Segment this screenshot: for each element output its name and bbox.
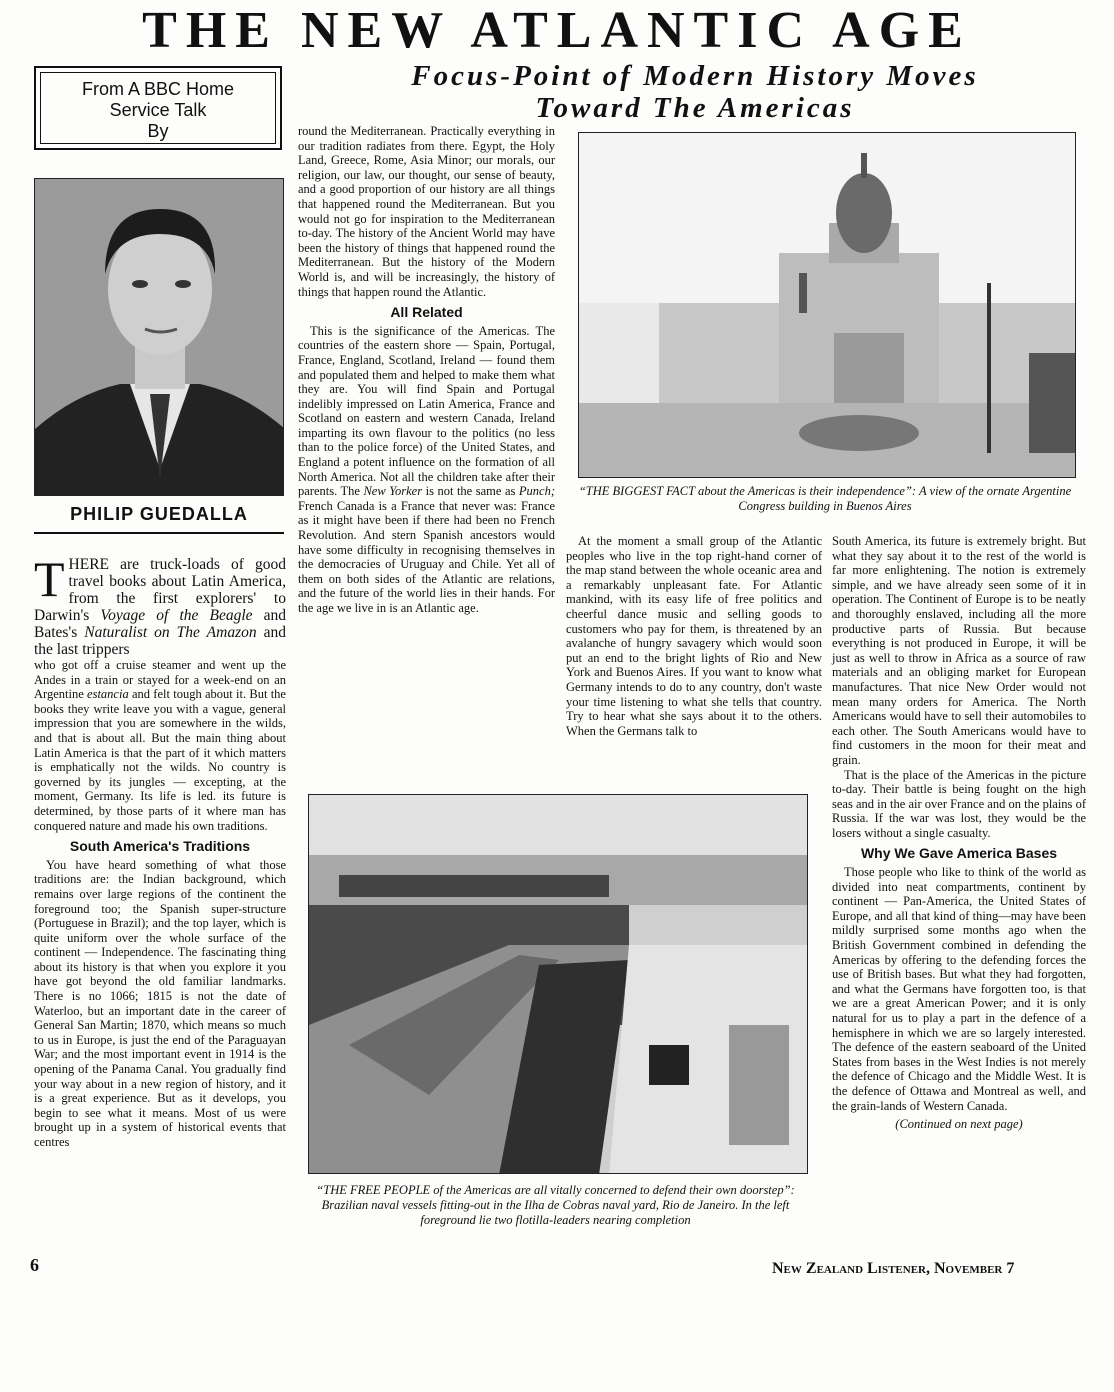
body-paragraph: That is the place of the Americas in the picture to-day. Their battle is being fought on the high seas and in the air over France and on the plains of Russia. If the war was lost, they would be the losers without a single casualty. [832, 767, 1086, 840]
page-number: 6 [30, 1255, 39, 1275]
column-3 [566, 534, 822, 738]
author-portrait [34, 178, 284, 496]
section-heading-related: All Related [390, 304, 463, 321]
bbc-box-line1: From A BBC Home [81, 79, 235, 99]
congress-illustration [579, 133, 1076, 478]
naval-caption: “THE FREE PEOPLE of the Americas are all vitally concerned to defend their own doorstep”: Brazilian naval vessels fitting-out in the Ilha de Cobras naval yard, Rio de Janeiro. In the left foreground lie two flotilla-leaders nearing completion [316, 1183, 795, 1227]
headline: THE NEW ATLANTIC AGE [142, 2, 972, 59]
body-paragraph: South America, its future is extremely bright. But what they say about it to the rest of the world is far more enlightening. The notion is extremely simple, and we have already seen some of it in operation. The Continent of Europe is to be neatly and thoroughly enslaved, including all the more productive parts of Russia. But because everything is not produced in Europe, it will be just as well to throw in Africa as a source of raw materials and an obliging market for European manufactures. That nice New Order would not mean many orders for America. The North Americans would have to sell their automobiles to each other. The South Americans would have to find customers in the moon for their meat and grain. [832, 534, 1086, 767]
body-paragraph: At the moment a small group of the Atlantic peoples who live in the top right-hand corner of the map stand between the whole oceanic area and a remarkably unpleasant fate. For Atlantic mankind, with its easy life of free politics and cheerful dance music and selling goods to customers who pay for them, is threatened by an avalanche of hungry savagery which would soon put an end to the bright lights of Rio and New York and Buenos Aires. If you want to know what Germany intends to do to any country, don't waste your time listening to what she tells that country. Try to hear what she says about it to the others. When the Germans talk to [566, 534, 822, 738]
lede-paragraph: THERE are truck-loads of good travel books about Latin America, from the first explorers' to Darwin's Voyage of the Beagle and Bates's Naturalist on The Amazon and the last trippers [34, 551, 286, 658]
section-heading-traditions: South America's Traditions [69, 838, 251, 855]
bbc-talk-box [34, 66, 282, 150]
subheadline-line1: Focus-Point of Modern History Moves [411, 60, 979, 92]
body-paragraph: who got off a cruise steamer and went up the Andes in a train or stayed for a week-end on an Argentine estancia and felt tough about it. But the books they write leave you with a vague, general impression that you are somewhere in the wilds, and that is about all. But the main thing about Latin America is that the part of it which matters is emphatically not the wilds. No country is governed by its jungles — excepting, at the moment, Germany. Its life is led. its future is determined, by those parts of it where man has conquered nature and made his own traditions. [34, 658, 286, 833]
column-2 [298, 124, 555, 616]
column-1 [34, 551, 286, 1150]
congress-photo [578, 132, 1076, 478]
continued-note: (Continued on next page) [895, 1117, 1023, 1132]
portrait-illustration [35, 179, 284, 496]
publication-footer: New Zealand Listener, November 7 [772, 1260, 1015, 1277]
section-heading-bases: Why We Gave America Bases [860, 845, 1058, 862]
naval-yard-illustration [309, 795, 808, 1174]
bbc-box-line3: By [147, 121, 169, 141]
body-paragraph: Those people who like to think of the world as divided into neat compartments, continent by continent — Pan-America, the United States of Europe, and all that kind of thing—may have been mildly surprised some months ago when the British Government combined in defending the Americas by offering to the defending forces the use of British bases. But what they had forgotten, and what the Germans have forgotten too, is that we are a great American Power; and it is only natural for us to play a part in the defence of a hemisphere in which we are so largely interested. The defence of the eastern seaboard of the United States from bases in the West Indies is not merely the defence of Chicago and the Middle West. It is the defence of Ottawa and Montreal as well, and the grain-lands of Western Canada. [832, 865, 1086, 1113]
author-rule [34, 532, 284, 534]
bbc-box-line2: Service Talk [109, 100, 207, 120]
congress-caption: “THE BIGGEST FACT about the Americas is their independence”: A view of the ornate Argentine Congress building in Buenos Aires [578, 484, 1072, 513]
drop-cap: T [34, 551, 65, 607]
author-name: PHILIP GUEDALLA [70, 504, 248, 524]
subheadline-line2: Toward The Americas [535, 92, 855, 124]
subheadline [300, 60, 1090, 124]
body-paragraph: This is the significance of the Americas. The countries of the eastern shore — Spain, Portugal, France, England, Scotland, Ireland — found them and populated them and helped to make them what they are. You will find Spain and Portugal indelibly impressed on Latin America, France and Scotland on eastern and western Canada, Ireland imparting its own flavour to the politics (no less than to the police force) of the United States, and England a potent influence on the formation of all North America. Not all the children take after their parents. The New Yorker is not the same as Punch; French Canada is a France that never was: France as it might have been if there had been no French Revolution. And stern Spanish ancestors would have some difficulty in recognising themselves in the democracies of Uruguay and Chile. Yet all of them on both sides of the Atlantic are relations, and the future of the world lies in their hands. For the age we live in is an Atlantic age. [298, 323, 555, 615]
naval-yard-photo [308, 794, 808, 1174]
body-paragraph: round the Mediterranean. Practically everything in our tradition radiates from there. Egypt, the Holy Land, Greece, Rome, Asia Minor; our morals, our religion, our law, our thought, our sense of beauty, and a good proportion of our history are all things that happened round the Mediterranean. But you would not go for inspiration to the Mediterranean to-day. The history of the Ancient World may have been the history of things that happened round the Mediterranean. But the history of the Modern World is, and will be increasingly, the history of things that happen round the Atlantic. [298, 124, 555, 299]
column-4 [832, 534, 1086, 1132]
body-paragraph: You have heard something of what those traditions are: the Indian background, which remains over large regions of the continent the foreground too; the Spanish super-structure (Portuguese in Brazil); and the top layer, which is quite uniform over the whole surface of the continent — Independence. The fascinating thing about its history is that when you explore it you have got beyond the old familiar landmarks. There is no 1066; 1815 is not the date of Waterloo, but an important date in the career of General San Martin; 1870, which means so much to us in Europe, is just the end of the Paraguayan War; and the most important event in 1914 is the opening of the Panama Canal. You gradually find your way about in a new region of history, and it is a great experience. But as it develops, you begin to see what it means. Most of us were brought up in a system of historical events that centres [34, 857, 286, 1149]
